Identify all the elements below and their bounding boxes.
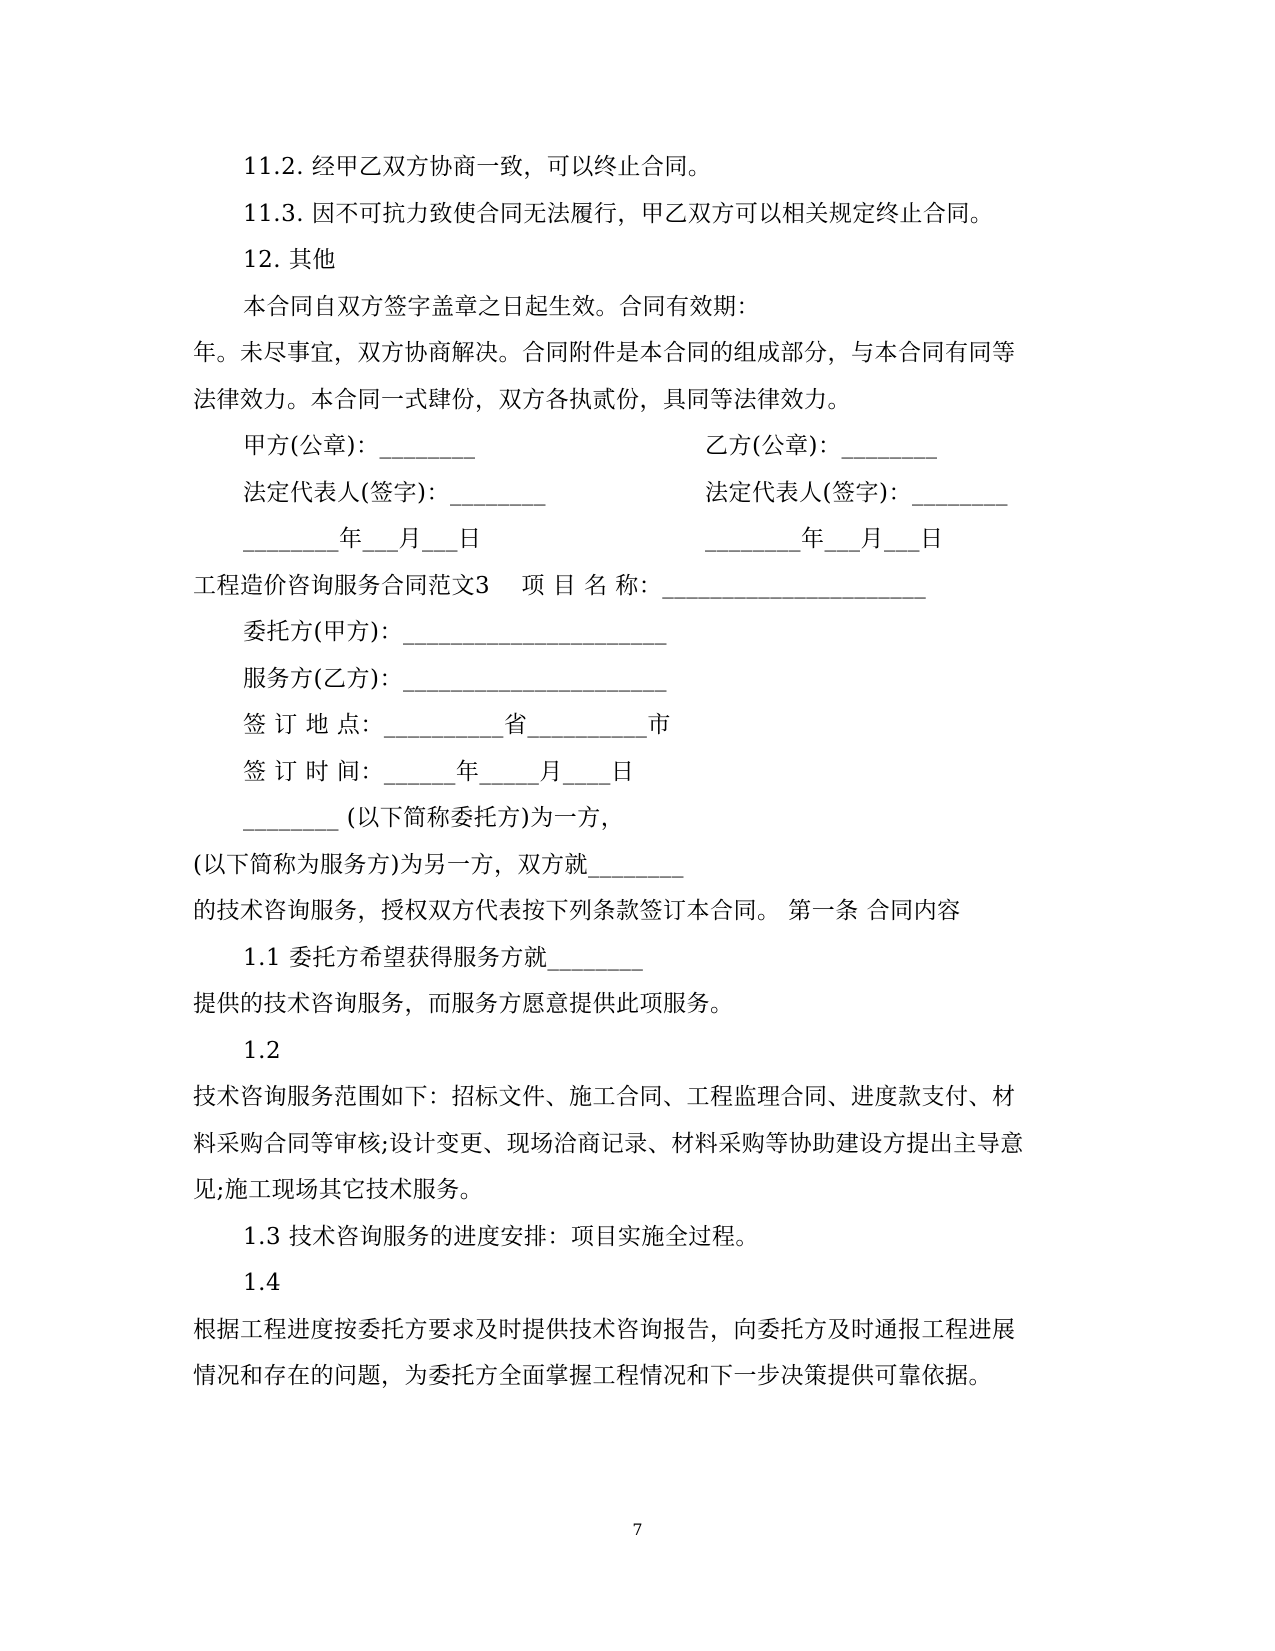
clause-1-2-text-1: 技术咨询服务范围如下：招标文件、施工合同、工程监理合同、进度款支付、材 xyxy=(193,1084,1016,1110)
party-b-seal-field: 乙方(公章)：________ xyxy=(705,433,938,459)
contract-title-project-name: 工程造价咨询服务合同范文3 项 目 名 称：______________________ xyxy=(193,573,927,599)
service-definition: (以下简称为服务方)为另一方，双方就________ xyxy=(193,852,684,878)
clause-1-4-text-2: 情况和存在的问题，为委托方全面掌握工程情况和下一步决策提供可靠依据。 xyxy=(193,1363,992,1389)
clause-1-1-cont: 提供的技术咨询服务，而服务方愿意提供此项服务。 xyxy=(193,991,734,1017)
signing-place-field: 签 订 地 点：__________省__________市 xyxy=(243,712,671,738)
party-a-seal-field: 甲方(公章)：________ xyxy=(243,433,476,459)
party-a-date-field: ________年___月___日 xyxy=(243,526,482,552)
party-b-representative-field: 法定代表人(签字)：________ xyxy=(705,480,1008,506)
clause-1-4-text-1: 根据工程进度按委托方要求及时提供技术咨询报告，向委托方及时通报工程进展 xyxy=(193,1317,1016,1343)
clause-11-2: 11.2. 经甲乙双方协商一致，可以终止合同。 xyxy=(243,154,712,180)
client-party-field: 委托方(甲方)：______________________ xyxy=(243,619,667,645)
clause-1-1: 1.1 委托方希望获得服务方就________ xyxy=(243,945,644,971)
article-1-intro: 的技术咨询服务，授权双方代表按下列条款签订本合同。 第一条 合同内容 xyxy=(193,898,961,924)
clause-12-heading: 12. 其他 xyxy=(243,247,336,273)
party-a-representative-field: 法定代表人(签字)：________ xyxy=(243,480,546,506)
clause-11-3: 11.3. 因不可抗力致使合同无法履行，甲乙双方可以相关规定终止合同。 xyxy=(243,201,994,227)
clause-1-3: 1.3 技术咨询服务的进度安排：项目实施全过程。 xyxy=(243,1224,759,1250)
effective-clause-cont-2: 法律效力。本合同一式肆份，双方各执贰份，具同等法律效力。 xyxy=(193,387,851,413)
clause-1-2-number: 1.2 xyxy=(243,1038,282,1064)
clause-1-2-text-2: 料采购合同等审核;设计变更、现场洽商记录、材料采购等协助建设方提出主导意 xyxy=(193,1131,1024,1157)
service-party-field: 服务方(乙方)：______________________ xyxy=(243,666,667,692)
page-number: 7 xyxy=(632,1520,643,1539)
clause-1-4-number: 1.4 xyxy=(243,1270,282,1296)
party-b-date-field: ________年___月___日 xyxy=(705,526,944,552)
client-definition: ________ (以下简称委托方)为一方， xyxy=(243,805,625,831)
effective-clause: 本合同自双方签字盖章之日起生效。合同有效期： xyxy=(243,294,760,320)
signing-date-field: 签 订 时 间：______年_____月____日 xyxy=(243,759,635,785)
clause-1-2-text-3: 见;施工现场其它技术服务。 xyxy=(193,1177,484,1203)
effective-clause-cont-1: 年。未尽事宜，双方协商解决。合同附件是本合同的组成部分，与本合同有同等 xyxy=(193,340,1016,366)
